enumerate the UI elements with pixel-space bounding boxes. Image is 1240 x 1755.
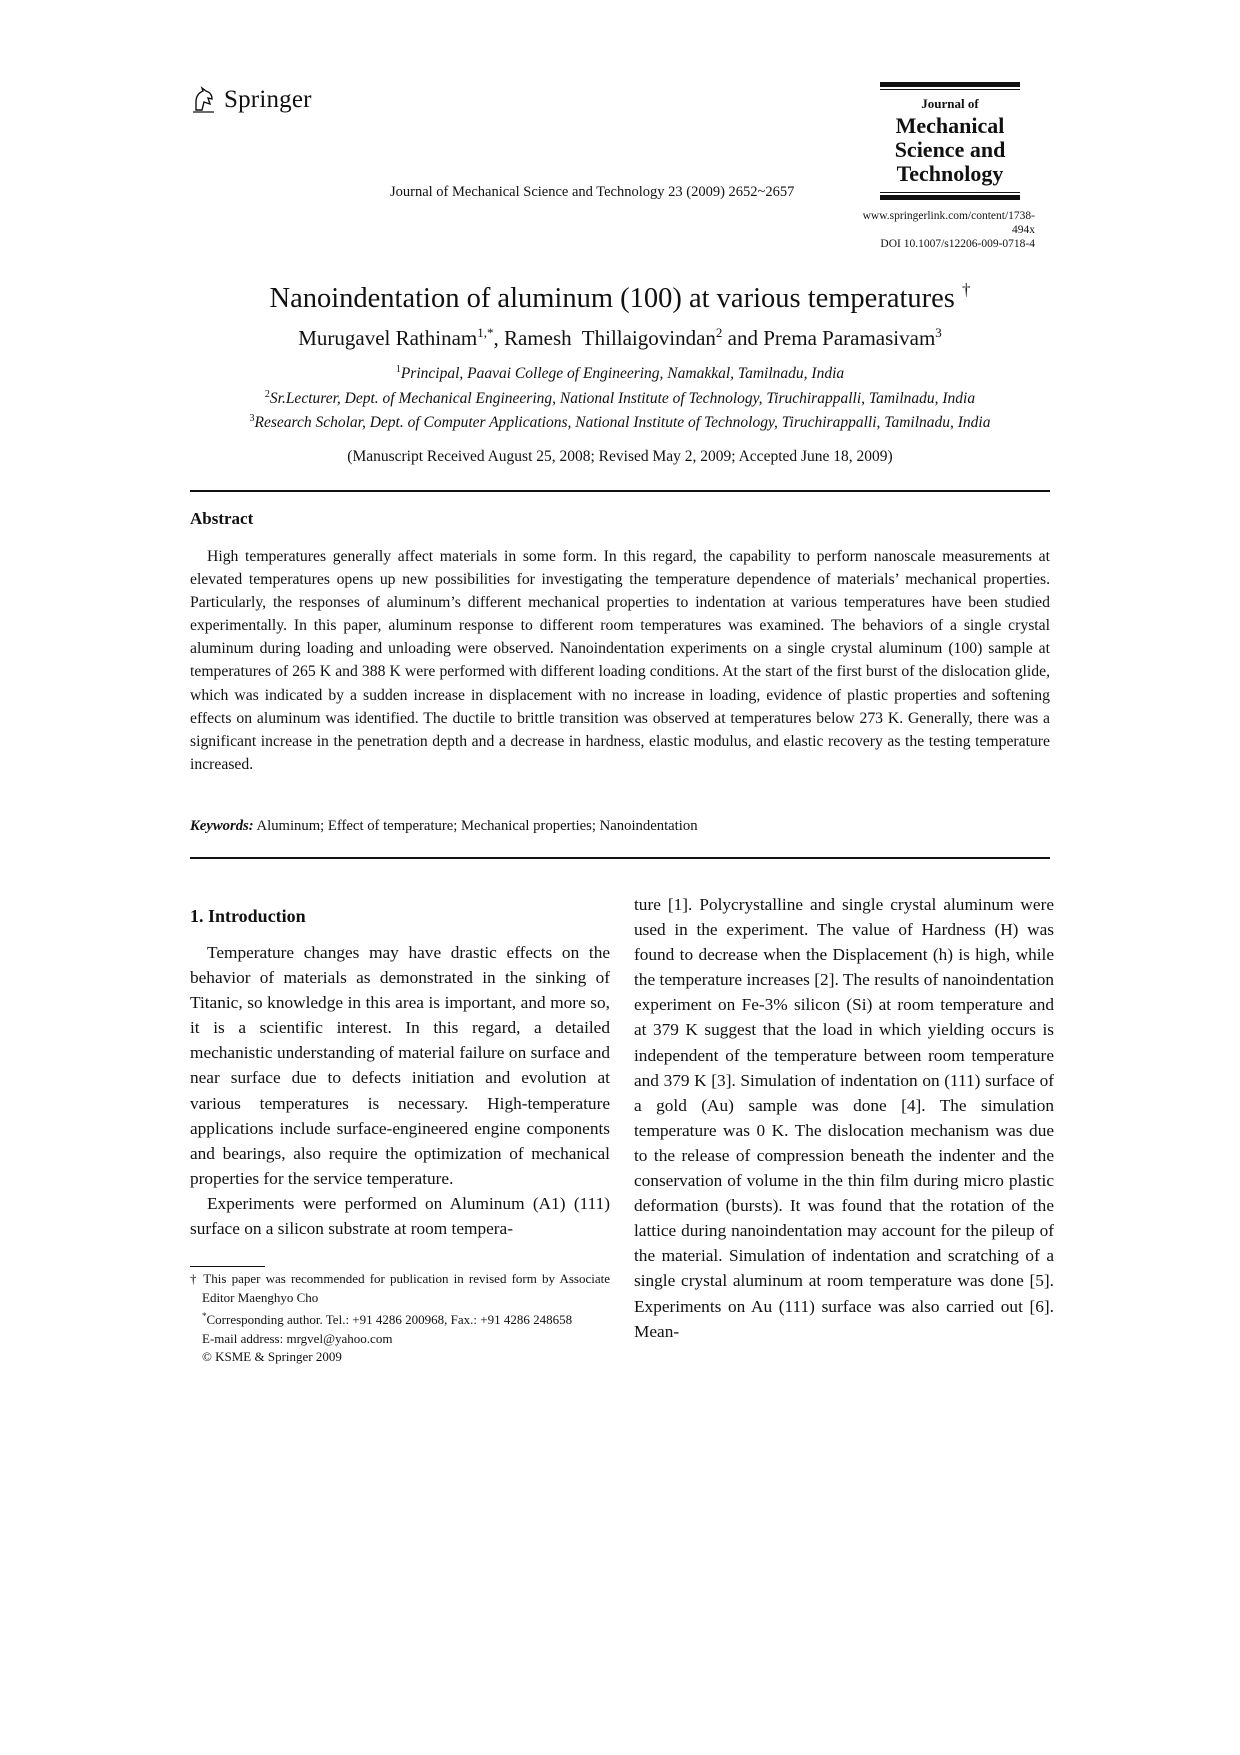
footnote-rule [190, 1266, 265, 1267]
footnote-recommendation: † This paper was recommended for publication in revised form by Associate Editor Maenghyo Cho [190, 1271, 610, 1305]
affiliation-text: Sr.Lecturer, Dept. of Mechanical Engineering, National Institute of Technology, Tiruchirappalli, Tamilnadu, India [269, 389, 976, 407]
title-text: Nanoindentation of aluminum (100) at various temperatures [269, 283, 955, 314]
affiliation-line [0, 409, 1240, 434]
right-column [634, 892, 1054, 1344]
journal-name-line: Technology [896, 161, 1004, 186]
masthead-rule [880, 192, 1020, 193]
masthead-rule [880, 195, 1020, 200]
affiliation-num: 3 [249, 413, 255, 424]
corresponding-mark: * [202, 1311, 207, 1321]
publisher-name: Springer [224, 86, 312, 113]
author-separator: and [722, 326, 764, 350]
masthead-rule [880, 82, 1020, 87]
author-name: Murugavel Rathinam [298, 326, 478, 350]
manuscript-dates: (Manuscript Received August 25, 2008; Revised May 2, 2009; Accepted June 18, 2009) [347, 448, 893, 465]
divider [190, 857, 1050, 859]
keywords-label: Keywords: [190, 818, 254, 834]
springer-horse-icon [190, 86, 218, 114]
paragraph: Temperature changes may have drastic effects on the behavior of materials as demonstrated in the sinking of Titanic, so knowledge in this area is important, and more so, it is a scientific interest. In this regard, a detailed mechanistic understanding of material failure on surface and near surface due to defects initiation and evolution at various temperatures is necessary. High-temperature applications include surface-engineered engine components and bearings, also require the optimization of mechanical properties for the service temperature. [190, 943, 610, 1188]
author-name: Ramesh Thillaigovindan [504, 326, 716, 350]
author-list [0, 325, 1240, 351]
article-url[interactable]: www.springerlink.com/content/1738-494x [862, 210, 1035, 236]
journal-citation: Journal of Mechanical Science and Technology 23 (2009) 2652~2657 [390, 184, 795, 200]
author-sup: 3 [935, 325, 942, 340]
keywords [190, 818, 698, 835]
affiliation-num: 2 [264, 388, 270, 400]
paragraph: Experiments were performed on Aluminum (A1) (111) surface on a silicon substrate at room tempera- [190, 1193, 610, 1239]
footnotes [190, 1270, 610, 1367]
affiliations [0, 360, 1240, 434]
abstract-heading: Abstract [190, 509, 254, 528]
masthead-rule [880, 89, 1020, 90]
author-separator: , [493, 326, 504, 350]
journal-masthead [880, 82, 1020, 202]
journal-name-line: Mechanical [895, 113, 1005, 138]
footnote-copyright: © KSME & Springer 2009 [202, 1349, 342, 1364]
article-links [845, 209, 1035, 251]
left-column [190, 904, 610, 1241]
affiliation-num: 1 [395, 364, 401, 375]
section-heading: 1. Introduction [190, 906, 306, 926]
author-sup: 1,* [477, 325, 494, 340]
author-sup: 2 [715, 325, 723, 340]
title-dagger: † [962, 280, 971, 299]
author-name: Prema Paramasivam [763, 326, 936, 350]
journal-name-line: Science and [894, 137, 1006, 162]
affiliation-text: Research Scholar, Dept. of Computer Applications, National Institute of Technology, Tiruchirappalli, Tamilnadu, India [254, 414, 991, 431]
article-doi[interactable]: DOI 10.1007/s12206-009-0718-4 [880, 238, 1035, 250]
divider [190, 490, 1050, 492]
affiliation-text: Principal, Paavai College of Engineering, Namakkal, Tamilnadu, India [400, 365, 845, 382]
footnote-corresponding [190, 1307, 610, 1330]
keywords-list: Aluminum; Effect of temperature; Mechanical properties; Nanoindentation [253, 818, 698, 834]
journal-of-label: Journal of [921, 96, 979, 111]
affiliation-line [0, 385, 1240, 410]
publisher-logo [190, 86, 312, 114]
paper-title [0, 280, 1240, 315]
affiliation-line [0, 360, 1240, 385]
corresponding-text: Corresponding author. Tel.: +91 4286 200968, Fax.: +91 4286 248658 [206, 1312, 573, 1327]
paragraph: ture [1]. Polycrystalline and single crystal aluminum were used in the experiment. The value of Hardness (H) was found to decrease when the Displacement (h) is high, while the temperature increases [2]. The results of nanoindentation experiment on Fe-3% silicon (Si) at room temperature and at 379 K suggest that the load in which yielding occurs is independent of the temperature between room temperature and 379 K [3]. Simulation of indentation on (111) surface of a gold (Au) sample was done [4]. The simulation temperature was 0 K. The dislocation mechanism was due to the release of compression beneath the indenter and the conservation of volume in the thin film during micro plastic deformation (bursts). It was found that the rotation of the lattice during nanoindentation may account for the pileup of the material. Simulation of indentation and scratching of a single crystal aluminum at room temperature was done [5]. Experiments on Au (111) surface was also carried out [6]. Mean- [634, 895, 1054, 1341]
footnote-email: E-mail address: mrgvel@yahoo.com [202, 1330, 393, 1346]
abstract-text: High temperatures generally affect materials in some form. In this regard, the capability to perform nanoscale measurements at elevated temperatures opens up new possibilities for investigating the temperature dependence of materials’ mechanical properties. Particularly, the responses of aluminum’s different mechanical properties to indentation at various temperatures have been studied experimentally. In this paper, aluminum response to different room temperatures was examined. The behaviors of a single crystal aluminum during loading and unloading were observed. Nanoindentation experiments on a single crystal aluminum (100) sample at temperatures of 265 K and 388 K were performed with different loading conditions. At the start of the first burst of the dislocation glide, which was indicated by a sudden increase in displacement with no increase in loading, evidence of plastic properties and softening effects on aluminum was identified. The ductile to brittle transition was observed at temperatures below 273 K. Generally, there was a significant increase in the penetration depth and a decrease in hardness, elastic modulus, and elastic recovery as the testing temperature increased. [190, 548, 1050, 773]
